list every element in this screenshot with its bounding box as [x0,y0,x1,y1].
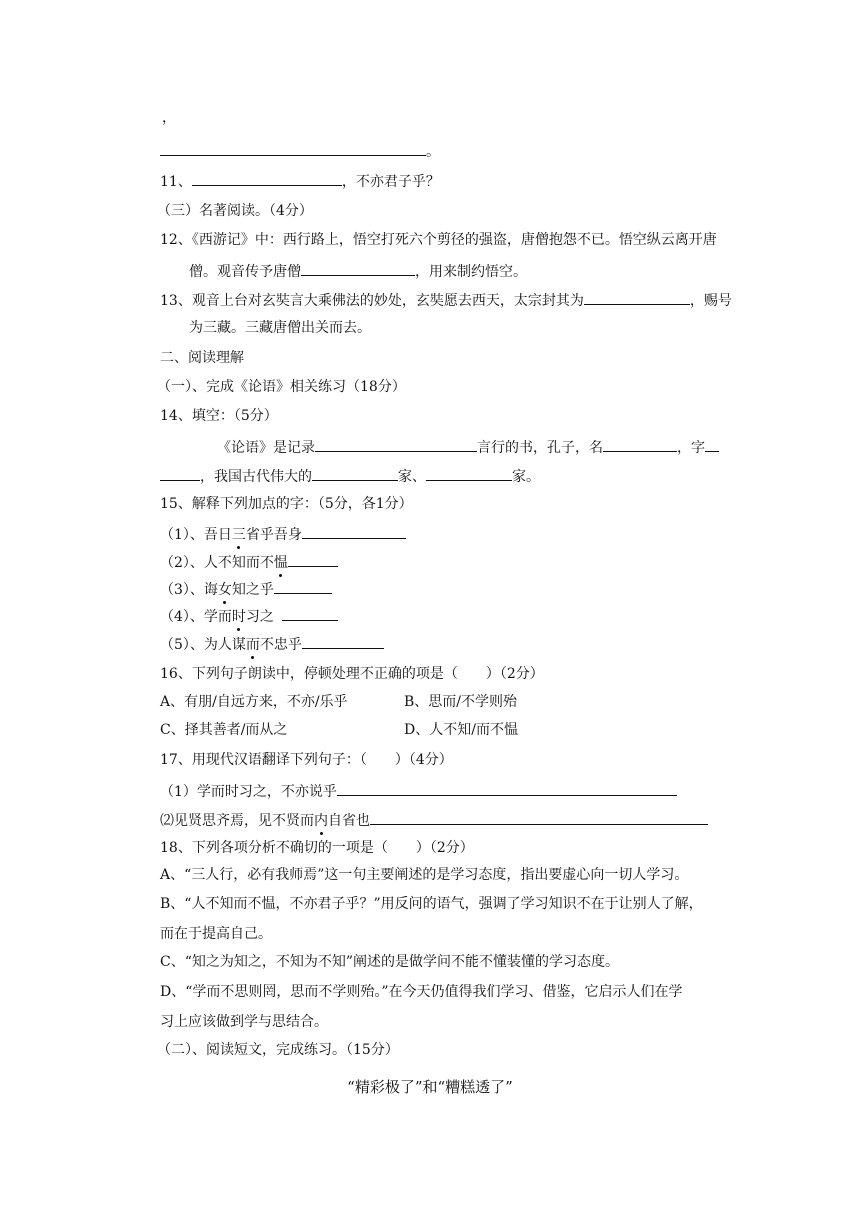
q15-item-2-blank[interactable] [288,551,338,567]
q15-item-5 [160,633,384,655]
q14-line2-a: ，我国古代伟大的 [200,469,312,485]
q17-item-1-blank[interactable] [337,780,677,796]
q15-item-2-dotted-char: 愠 [273,555,288,571]
q18-option-c[interactable]: C、“知之为知之，不知为不知”阐述的是做学问不能不懂装懂的学习态度。 [160,954,620,970]
q15-item-3-post: 知之乎 [231,582,274,598]
q14-blank-zi-start[interactable] [705,436,719,452]
q15-item-3-dotted-char: 女 [217,582,232,598]
q15-item-1-dotted-char: 三 [231,527,246,543]
q15-item-4 [160,605,338,627]
q14-line1-b: 言行的书，孔子，名 [477,440,603,456]
q12-blank[interactable] [301,260,415,276]
q14-line1 [217,436,719,458]
q15-title: 15、解释下列加点的字：（5分，各1分） [160,496,413,512]
q14-blank-role2[interactable] [426,465,512,481]
q10-answer-line [160,140,440,162]
q18-option-d-line2: 习上应该做到学与思结合。 [160,1014,328,1030]
q15-item-4-post: 习之 [245,609,274,625]
q10-answer-blank[interactable] [160,140,426,156]
q15-item-1-pre: （1）、吾日 [160,527,232,543]
q17-item-2-b: 自省也 [328,813,370,829]
q18-option-a[interactable]: A、“三人行，必有我师焉”这一句主要阐述的是学习态度，指出要虚心向一切人学习。 [160,867,689,883]
q14-title: 14、填空：（5分） [160,408,278,424]
q16-option-c[interactable]: C、择其善者/而从之 [160,722,288,738]
q13-blank[interactable] [584,289,690,305]
q12-line2-a: 僧。观音传予唐僧 [189,264,301,280]
q15-item-1 [160,523,406,545]
section3-heading: （三）名著阅读。（4分） [157,203,313,219]
q16-option-a[interactable]: A、有朋/自远方来，不亦/乐乎 [160,694,348,710]
q14-blank-zi[interactable] [160,465,200,481]
q15-item-2-pre: （2）、人不知而不 [160,555,274,571]
q15-item-3 [160,578,332,600]
q11-blank[interactable] [192,170,342,186]
article-title: “精彩极了”和“糟糕透了” [347,1078,513,1096]
q17-item-2-dotted-char: 内 [314,813,328,829]
q14-line1-c: ，字 [677,440,705,456]
q12-line1: 12、《西游记》中：西行路上，悟空打死六个剪径的强盗，唐僧抱怨不已。悟空纵云离开唐 [160,232,717,248]
q13-line2: 为三藏。三藏唐僧出关而去。 [189,320,371,336]
q10-end: 。 [426,144,440,160]
q14-line2-b: 家、 [398,469,426,485]
q15-item-5-pre: （5）、为人谋 [160,637,246,653]
q16-option-d[interactable]: D、人不知/而不愠 [404,722,518,738]
q15-item-5-post: 不忠乎 [259,637,302,653]
q17-item-1-text: （1）学而时习之，不亦说乎 [160,784,337,800]
q11-number: 11、 [160,174,192,190]
q14-blank-name[interactable] [603,436,677,452]
question-11 [160,170,440,192]
q17-item-1 [160,780,677,802]
q14-line2 [160,465,540,487]
q14-line2-c: 家。 [512,469,540,485]
q15-item-3-pre: （3）、诲 [160,582,218,598]
q15-item-3-blank[interactable] [274,578,332,594]
q15-item-4-blank[interactable] [282,605,338,621]
q12-line2-b: ，用来制约悟空。 [415,264,527,280]
q15-item-2 [160,551,338,573]
q14-line1-a: 《论语》是记录 [217,440,315,456]
q13-line1-a: 13、观音上台对玄奘言大乘佛法的妙处，玄奘愿去西天，太宗封其为 [160,293,584,309]
q17-title: 17、用现代汉语翻译下列句子：（ ）（4分） [160,752,453,768]
q15-item-5-blank[interactable] [302,633,384,649]
q18-option-d-line1[interactable]: D、“学而不思则罔，思而不学则殆。”在今天仍值得我们学习、借鉴，它启示人们在学 [160,984,683,1000]
q17-item-2-blank[interactable] [370,809,708,825]
q13-line1 [160,289,732,311]
part2-heading: 二、阅读理解 [160,350,244,366]
sub2-heading: （二）、阅读短文，完成练习。（15分） [157,1042,399,1058]
q13-line1-b: ，赐号 [689,293,732,309]
q11-text: ，不亦君子乎？ [341,174,440,190]
q14-blank-role1[interactable] [312,465,398,481]
q15-item-1-post: 省乎吾身 [245,527,302,543]
q12-line2 [189,260,527,282]
q15-item-4-pre: （4）、学而 [160,609,232,625]
sub1-heading: （一）、完成《论语》相关练习（18分） [157,379,406,395]
q14-blank-record[interactable] [315,436,477,452]
q18-option-b-line1[interactable]: B、“人不知而不愠，不亦君子乎？”用反问的语气，强调了学习知识不在于让别人了解， [160,896,703,912]
q18-title: 18、下列各项分析不确切的一项是（ ）（2分） [160,840,474,856]
leading-mark: ， [162,110,176,126]
q18-option-b-line2: 而在于提高自己。 [160,926,272,942]
q16-option-b[interactable]: B、思而/不学则殆 [404,694,518,710]
q16-title: 16、下列句子朗读中，停顿处理不正确的项是（ ）（2分） [160,666,544,682]
q17-item-2-a: ⑵见贤思齐焉，见不贤而 [160,813,314,829]
q17-item-2 [160,809,708,831]
q15-item-1-blank[interactable] [302,523,406,539]
q15-item-5-dotted-char: 而 [245,637,260,653]
q15-item-4-dotted-char: 时 [231,609,246,625]
